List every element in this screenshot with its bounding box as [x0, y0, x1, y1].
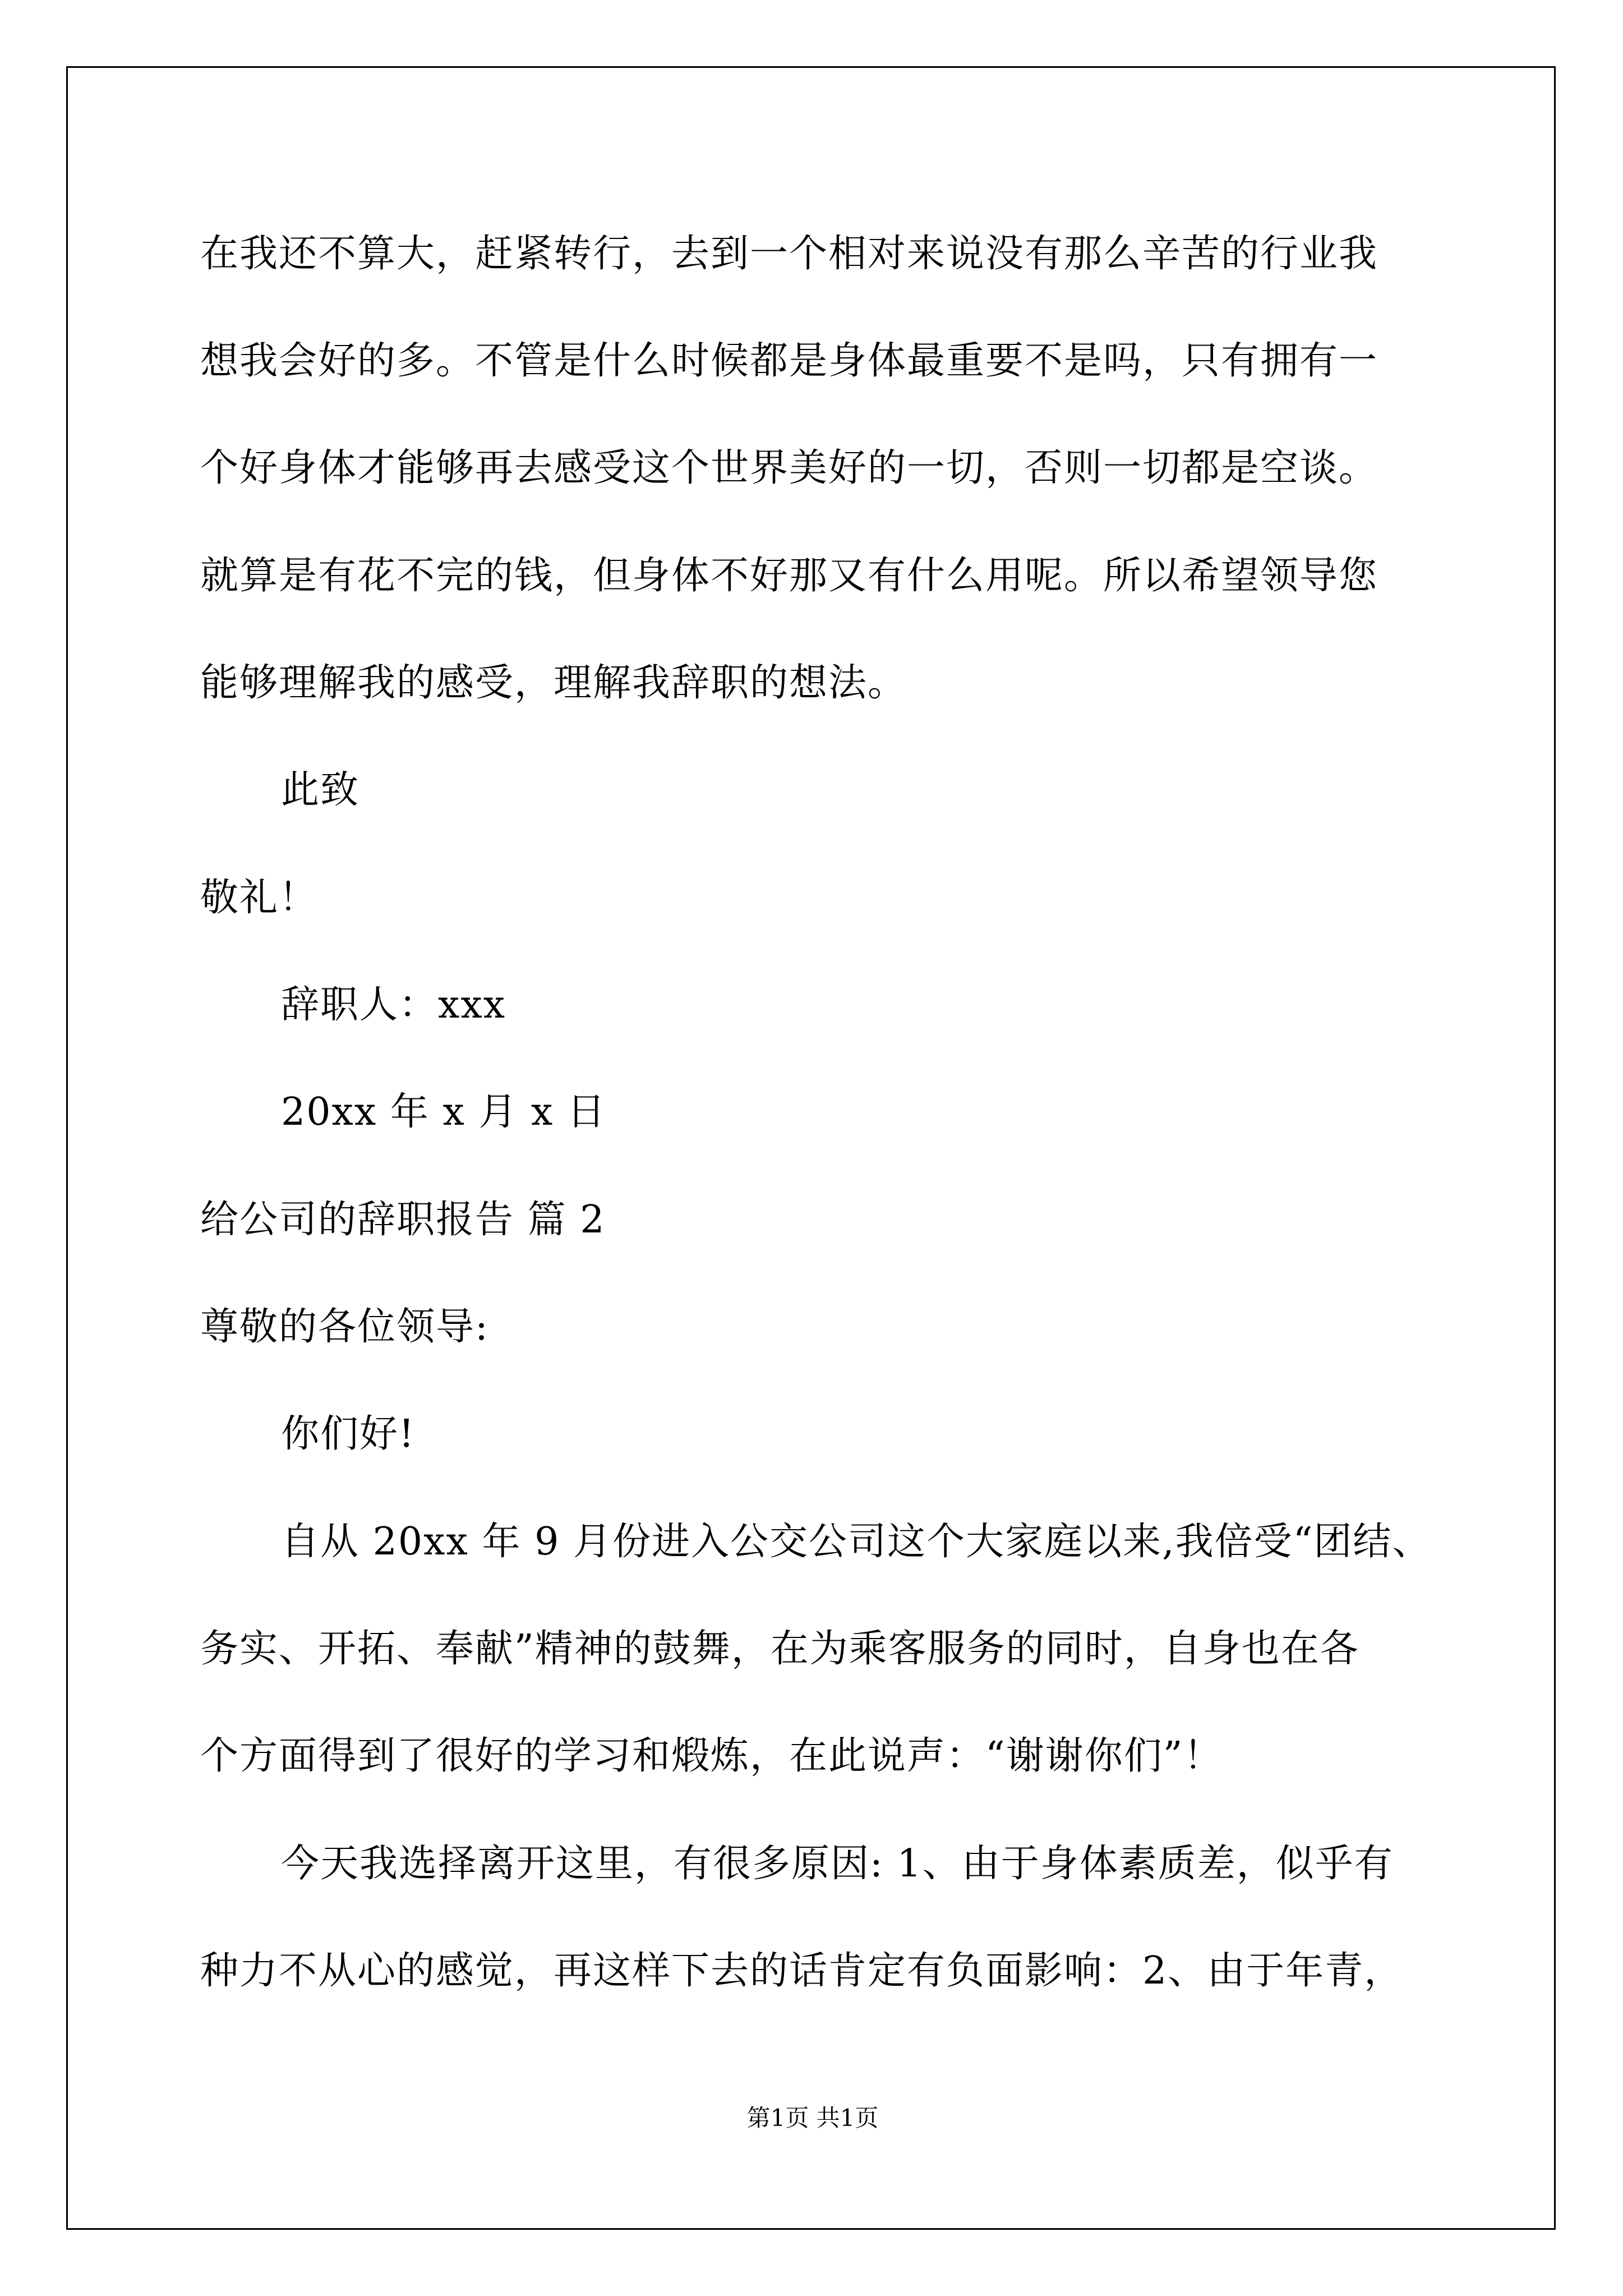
body-text-line: 能够理解我的感受，理解我辞职的想法。 — [200, 661, 907, 705]
body-text-line: 自从 20xx 年 9 月份进入公交公司这个大家庭以来,我倍受“团结、 — [281, 1520, 1432, 1564]
body-text-line: 务实、开拓、奉献”精神的鼓舞，在为乘客服务的同时，自身也在各 — [200, 1627, 1359, 1671]
body-text-line: 个好身体才能够再去感受这个世界美好的一切，否则一切都是空谈。 — [200, 446, 1378, 490]
greeting-hello: 你们好! — [281, 1412, 416, 1456]
page-footer: 第1页 共1页 — [746, 2104, 879, 2132]
body-text-line: 就算是有花不完的钱，但身体不好那又有什么用呢。所以希望领导您 — [200, 554, 1378, 598]
salutation-closing: 敬礼！ — [200, 876, 319, 920]
body-text-line: 个方面得到了很好的学习和煅炼，在此说声：“谢谢你们”！ — [200, 1734, 1223, 1778]
section-title: 给公司的辞职报告 篇 2 — [200, 1198, 606, 1242]
page-frame — [66, 66, 1556, 2230]
body-text-line: 今天我选择离开这里，有很多原因: 1、由于身体素质差，似乎有 — [281, 1842, 1394, 1886]
signature-line: 辞职人：xxx — [281, 983, 506, 1027]
body-text-line: 想我会好的多。不管是什么时候都是身体最重要不是吗，只有拥有一 — [200, 339, 1378, 383]
body-text-line: 种力不从心的感觉，再这样下去的话肯定有负面影响：2、由于年青， — [200, 1949, 1404, 1993]
body-text-line: 在我还不算大，赶紧转行，去到一个相对来说没有那么辛苦的行业我 — [200, 232, 1378, 276]
closing-phrase: 此致 — [281, 768, 360, 812]
greeting: 尊敬的各位领导: — [200, 1305, 489, 1349]
date-line: 20xx 年 x 月 x 日 — [281, 1090, 607, 1134]
